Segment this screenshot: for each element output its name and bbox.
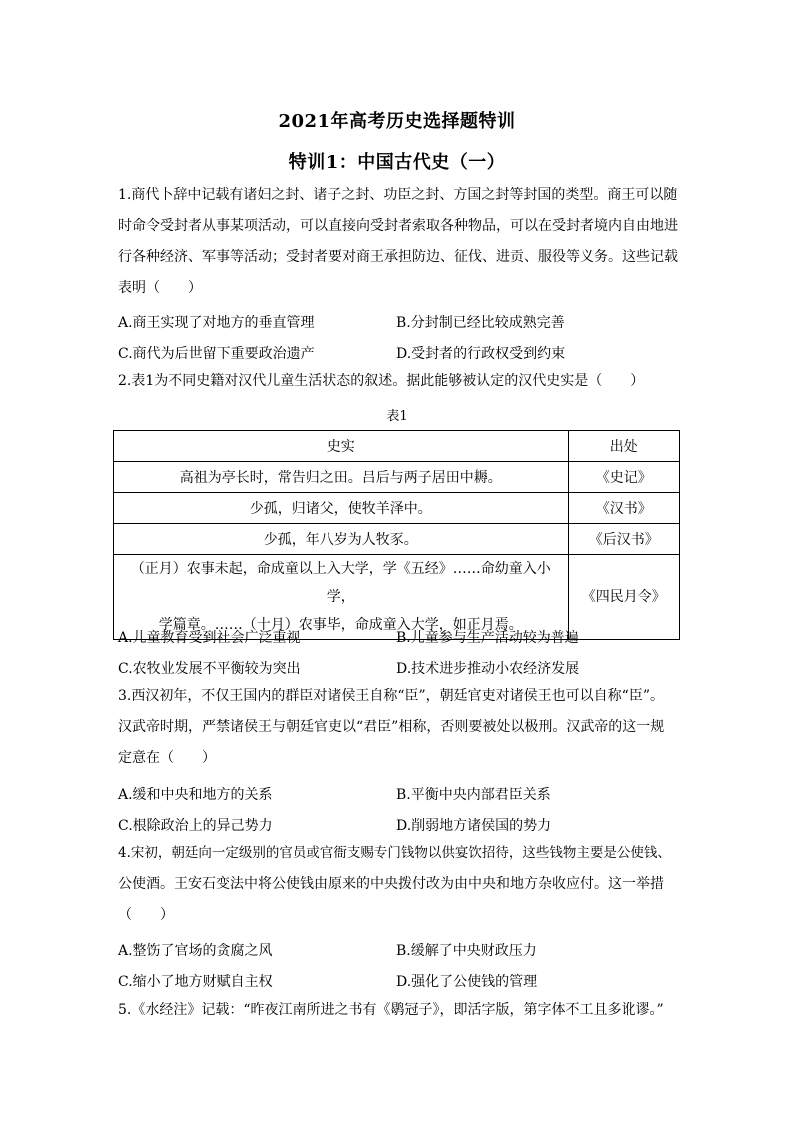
question-4-stem — [118, 838, 678, 931]
question-3-line: 定意在（ ） — [118, 750, 216, 766]
table-cell-source: 《四民月令》 — [568, 555, 679, 640]
option-a: A.商王实现了对地方的垂直管理 — [118, 315, 315, 331]
table-row — [114, 524, 680, 555]
option-d: D.强化了公使钱的管理 — [396, 974, 538, 990]
option-d: D.削弱地方诸侯国的势力 — [396, 818, 552, 834]
table-header-row — [114, 431, 680, 462]
option-d: D.受封者的行政权受到约束 — [396, 346, 566, 362]
option-b: B.儿童参与生产活动较为普遍 — [396, 630, 579, 646]
question-4-line: 公使酒。王安石变法中将公使钱由原来的中央拨付改为由中央和地方杂收应付。这一举措 — [118, 876, 664, 892]
page-subtitle: 特训1：中国古代史（一） — [288, 152, 506, 173]
question-1-line: 时命令受封者从事某项活动，可以直接向受封者索取各种物品，可以在受封者境内自由地进 — [118, 218, 678, 234]
table-cell-source: 《史记》 — [568, 462, 679, 493]
option-d: D.技术进步推动小农经济发展 — [396, 661, 580, 677]
option-a: A.儿童教育受到社会广泛重视 — [118, 630, 301, 646]
question-4-line: （ ） — [118, 907, 174, 923]
option-a: A.整饬了官场的贪腐之风 — [118, 943, 273, 959]
option-b: B.缓解了中央财政压力 — [396, 943, 537, 959]
table-cell-fact: 少孤，归诸父，使牧羊泽中。 — [114, 493, 569, 524]
question-3-stem — [118, 681, 678, 774]
table-cell-fact: 少孤，年八岁为人牧豕。 — [114, 524, 569, 555]
option-c: C.根除政治上的异己势力 — [118, 818, 273, 834]
table-caption: 表1 — [386, 409, 408, 424]
table-cell-source: 《后汉书》 — [568, 524, 679, 555]
question-5-stem — [118, 995, 678, 1026]
option-a: A.缓和中央和地方的关系 — [118, 787, 273, 803]
option-c: C.缩小了地方财赋自主权 — [118, 974, 273, 990]
question-2-stem — [118, 366, 678, 397]
table-row — [114, 462, 680, 493]
table-header-cell: 出处 — [568, 431, 679, 462]
question-1-line: 1.商代卜辞中记载有诸妇之封、诸子之封、功臣之封、方国之封等封国的类型。商王可以随 — [118, 187, 678, 203]
option-c: C.商代为后世留下重要政治遗产 — [118, 346, 315, 362]
option-c: C.农牧业发展不平衡较为突出 — [118, 661, 301, 677]
question-2-line: 2.表1为不同史籍对汉代儿童生活状态的叙述。据此能够被认定的汉代史实是（ ） — [118, 373, 645, 389]
question-5-line: 5.《水经注》记载：“昨夜江南所进之书有《鹖冠子》，即活字版，第字体不工且多讹谬。” — [118, 1002, 664, 1018]
question-1-stem — [118, 180, 678, 304]
table-row — [114, 493, 680, 524]
history-table — [113, 430, 680, 640]
page-title: 2021年高考历史选择题特训 — [278, 111, 516, 132]
table-cell-fact: 高祖为亭长时，常告归之田。吕后与两子居田中耨。 — [114, 462, 569, 493]
question-4-line: 4.宋初，朝廷向一定级别的官员或官衙支赐专门钱物以供宴饮招待，这些钱物主要是公使钱、 — [118, 845, 671, 861]
option-b: B.分封制已经比较成熟完善 — [396, 315, 565, 331]
question-3-line: 3.西汉初年，不仅王国内的群臣对诸侯王自称“臣”，朝廷官吏对诸侯王也可以自称“臣”。 — [118, 688, 664, 704]
table-cell-source: 《汉书》 — [568, 493, 679, 524]
question-1-line: 表明（ ） — [118, 280, 202, 296]
table-cell-fact-line: 学篇章。……（十月）农事毕，命成童入大学，如正月焉。 — [158, 617, 523, 633]
question-3-line: 汉武帝时期，严禁诸侯王与朝廷官吏以“君臣”相称，否则要被处以极刑。汉武帝的这一规 — [118, 719, 665, 735]
table-header-cell: 史实 — [114, 431, 569, 462]
question-1-line: 行各种经济、军事等活动；受封者要对商王承担防边、征伐、进贡、服役等义务。这些记载 — [118, 249, 678, 265]
table-cell-fact-line: （正月）农事未起，命成童以上入大学，学《五经》……命幼童入小学， — [130, 561, 551, 605]
option-b: B.平衡中央内部君臣关系 — [396, 787, 551, 803]
